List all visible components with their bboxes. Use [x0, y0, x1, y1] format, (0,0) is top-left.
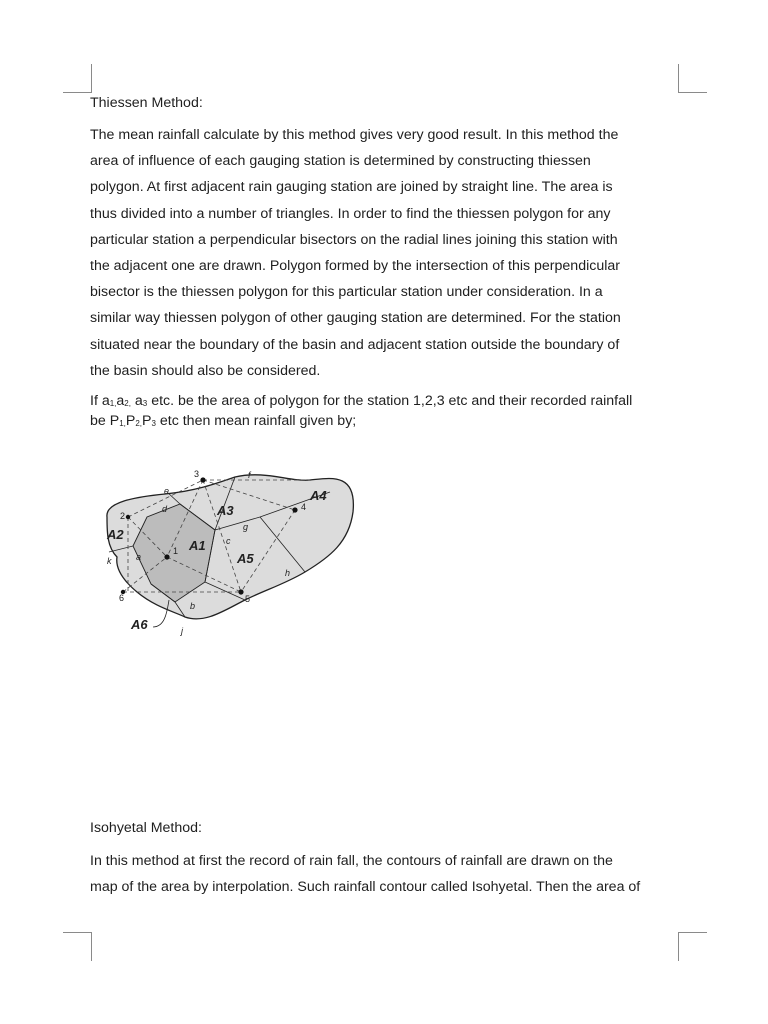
point-label-b: b [190, 601, 196, 611]
station-label-2: 2 [120, 511, 126, 521]
text-fragment: etc. be the area of polygon for the station 1,2,3 etc and their recorded rainfall [147, 393, 633, 409]
point-label-e: e [164, 486, 170, 496]
paragraph-area-definition [90, 392, 680, 432]
crop-mark-top-left [63, 64, 92, 93]
area-label-a3: A3 [217, 503, 234, 518]
thiessen-polygon-figure [95, 462, 357, 644]
text-line: particular station a perpendicular bisectors on the radial lines joining this station with [90, 231, 618, 248]
text-line: area of influence of each gauging station is determined by constructing thiessen [90, 153, 591, 170]
station-label-3: 3 [194, 469, 200, 479]
crop-mark-bottom-left [63, 932, 92, 961]
text-fragment: a [130, 393, 143, 409]
subscript: 3 [142, 399, 148, 408]
point-label-g: g [243, 522, 249, 532]
text-line: the adjacent one are drawn. Polygon formed by the intersection of this perpendicular [90, 258, 620, 275]
text-line: In this method at first the record of rain fall, the contours of rainfall are drawn on the [90, 853, 613, 869]
point-label-d: d [162, 504, 168, 514]
text-line: similar way thiessen polygon of other gauging station are determined. For the station [90, 310, 621, 327]
text-line: the basin should also be considered. [90, 362, 321, 379]
subscript: 1, [109, 399, 117, 408]
text-fragment: If a [90, 393, 110, 409]
text-fragment: P [125, 413, 136, 429]
area-label-a4: A4 [310, 488, 327, 503]
text-line: map of the area by interpolation. Such rainfall contour called Isohyetal. Then the area of [90, 879, 641, 896]
crop-mark-bottom-right [678, 932, 707, 961]
point-label-a: a [136, 552, 142, 562]
area-label-a2: A2 [107, 527, 124, 542]
area-label-a6: A6 [131, 617, 148, 632]
subscript: 2, [124, 399, 131, 408]
text-line-areas [90, 392, 680, 412]
heading-thiessen: Thiessen Method: [90, 95, 203, 111]
point-label-f: f [248, 470, 251, 480]
paragraph-thiessen-description [90, 122, 680, 384]
text-line-rainfall [90, 412, 680, 432]
text-line: situated near the boundary of the basin and adjacent station outside the boundary of [90, 336, 620, 353]
crop-mark-top-right [678, 64, 707, 93]
station-3 [200, 477, 205, 482]
text-line: bisector is the thiessen polygon for this particular station under consideration. In a [90, 284, 603, 301]
area-label-a5: A5 [237, 551, 254, 566]
station-label-5: 5 [245, 594, 251, 604]
thiessen-diagram [95, 462, 357, 644]
point-label-h: h [285, 568, 291, 578]
area-label-a1: A1 [189, 538, 206, 553]
point-label-k: k [107, 556, 112, 566]
subscript: 2, [135, 419, 142, 428]
point-label-j: j [181, 626, 183, 636]
text-fragment: a [116, 393, 125, 409]
station-2 [126, 515, 130, 519]
subscript: 1, [119, 419, 126, 428]
text-line: The mean rainfall calculate by this method gives very good result. In this method the [90, 127, 619, 143]
subscript: 3 [151, 419, 156, 428]
station-1 [164, 554, 169, 559]
text-fragment: P [142, 413, 152, 429]
station-5 [238, 589, 243, 594]
heading-isohyetal: Isohyetal Method: [90, 820, 202, 836]
text-fragment: etc then mean rainfall given by; [155, 413, 357, 429]
paragraph-isohyetal-description [90, 848, 680, 900]
text-line: polygon. At first adjacent rain gauging station are joined by straight line. The area is [90, 179, 613, 196]
station-label-1: 1 [173, 546, 179, 556]
text-line: thus divided into a number of triangles. In order to find the thiessen polygon for any [90, 205, 611, 222]
station-label-6: 6 [119, 593, 125, 603]
point-label-c: c [226, 536, 231, 546]
station-4 [292, 507, 297, 512]
text-fragment: be P [90, 413, 120, 429]
station-label-4: 4 [301, 502, 307, 512]
